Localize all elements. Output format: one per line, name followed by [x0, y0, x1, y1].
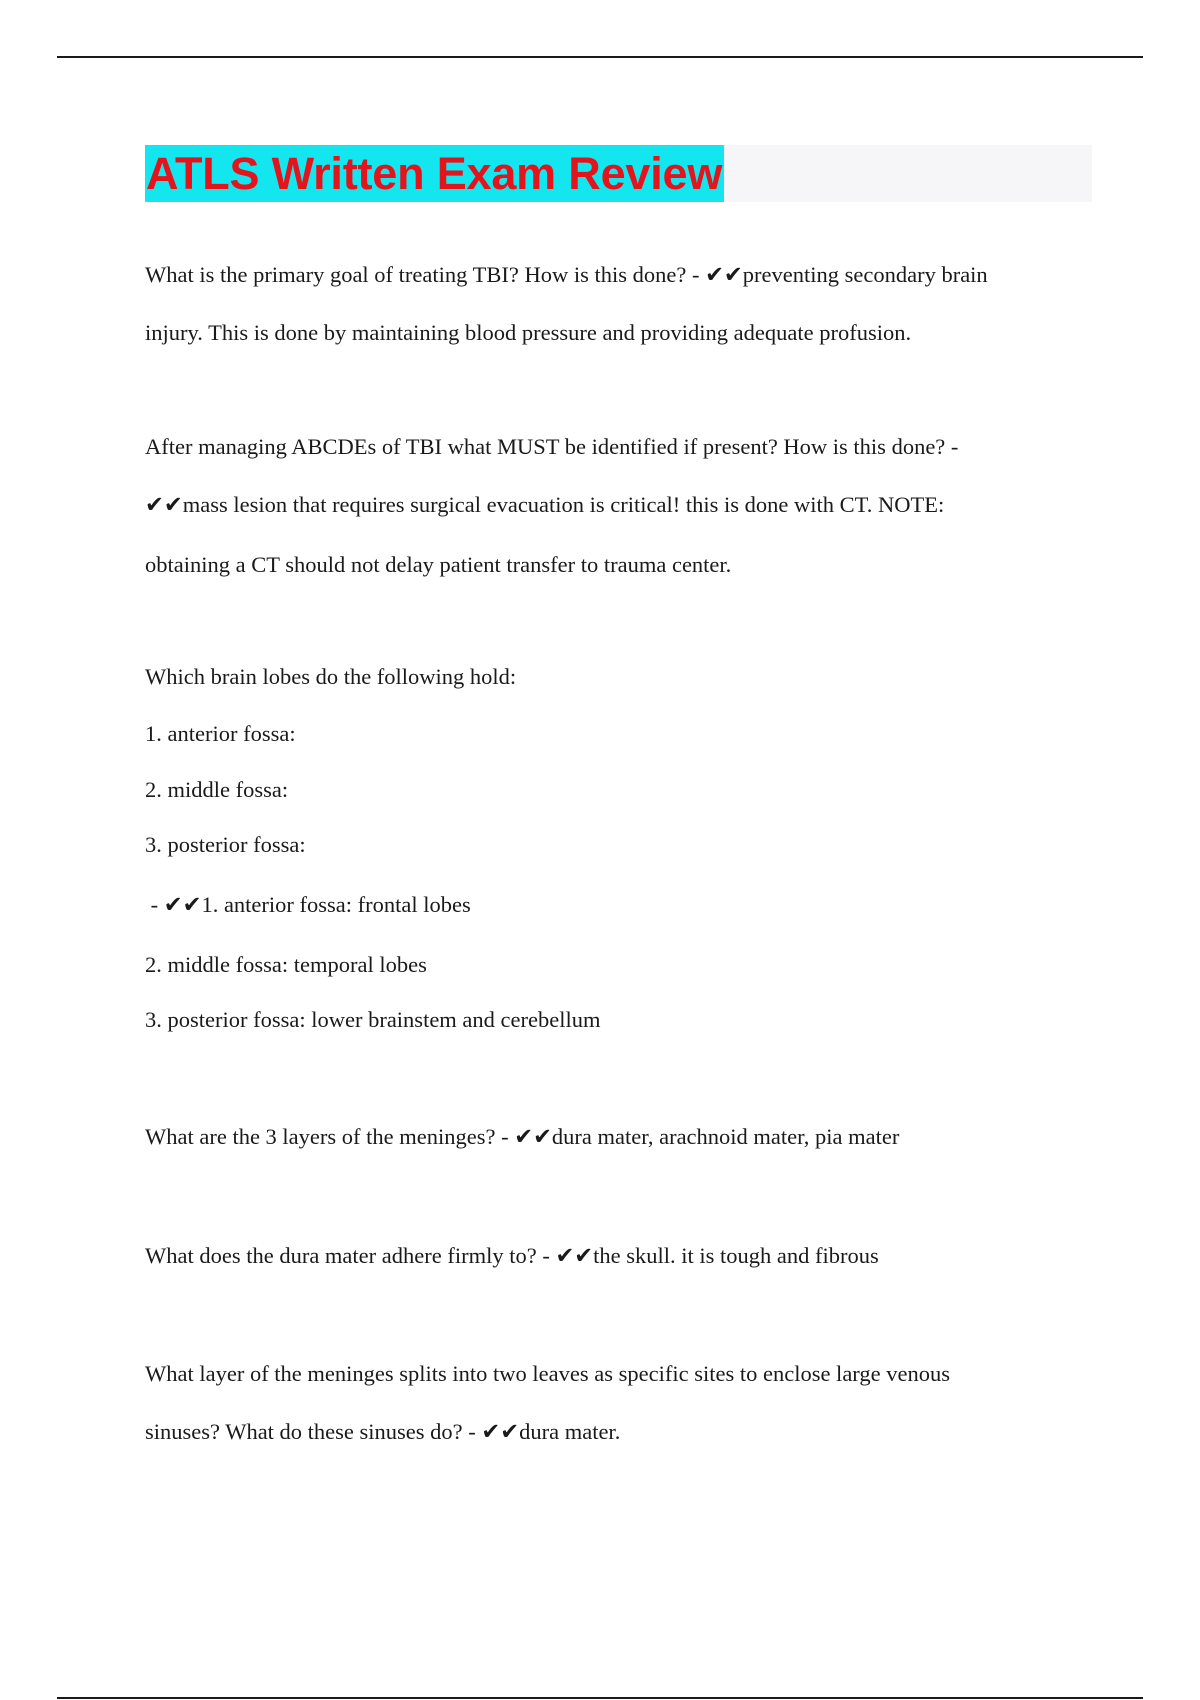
q2-line-1: After managing ABCDEs of TBI what MUST be identified if present? How is this done? - [145, 434, 959, 459]
q4-line-1: What are the 3 layers of the meninges? - ✔✔dura mater, arachnoid mater, pia mater [145, 1124, 900, 1149]
q1-line-2: injury. This is done by maintaining blood pressure and providing adequate profusion. [145, 320, 912, 345]
bottom-rule [57, 1697, 1143, 1699]
q5-line-1: What does the dura mater adhere firmly to? - ✔✔the skull. it is tough and fibrous [145, 1243, 879, 1268]
q3-answer-line-3: 3. posterior fossa: lower brainstem and cerebellum [145, 1007, 601, 1032]
top-rule [57, 56, 1143, 58]
q3-line-4: 3. posterior fossa: [145, 832, 306, 857]
document-title: ATLS Written Exam Review [145, 145, 724, 202]
q3-line-1: Which brain lobes do the following hold: [145, 664, 517, 689]
q3-line-2: 1. anterior fossa: [145, 721, 296, 746]
q3-answer-line-2: 2. middle fossa: temporal lobes [145, 952, 427, 977]
q6-line-2: sinuses? What do these sinuses do? - ✔✔dura mater. [145, 1419, 621, 1444]
q6-line-1: What layer of the meninges splits into two leaves as specific sites to enclose large venous [145, 1361, 950, 1386]
q1-line-1: What is the primary goal of treating TBI? How is this done? - ✔✔preventing secondary brain [145, 262, 988, 287]
q2-line-3: obtaining a CT should not delay patient transfer to trauma center. [145, 552, 732, 577]
q3-answer-line-1: - ✔✔1. anterior fossa: frontal lobes [145, 892, 471, 917]
q2-line-2: ✔✔mass lesion that requires surgical evacuation is critical! this is done with CT. NOTE: [145, 492, 945, 517]
q3-line-3: 2. middle fossa: [145, 777, 289, 802]
